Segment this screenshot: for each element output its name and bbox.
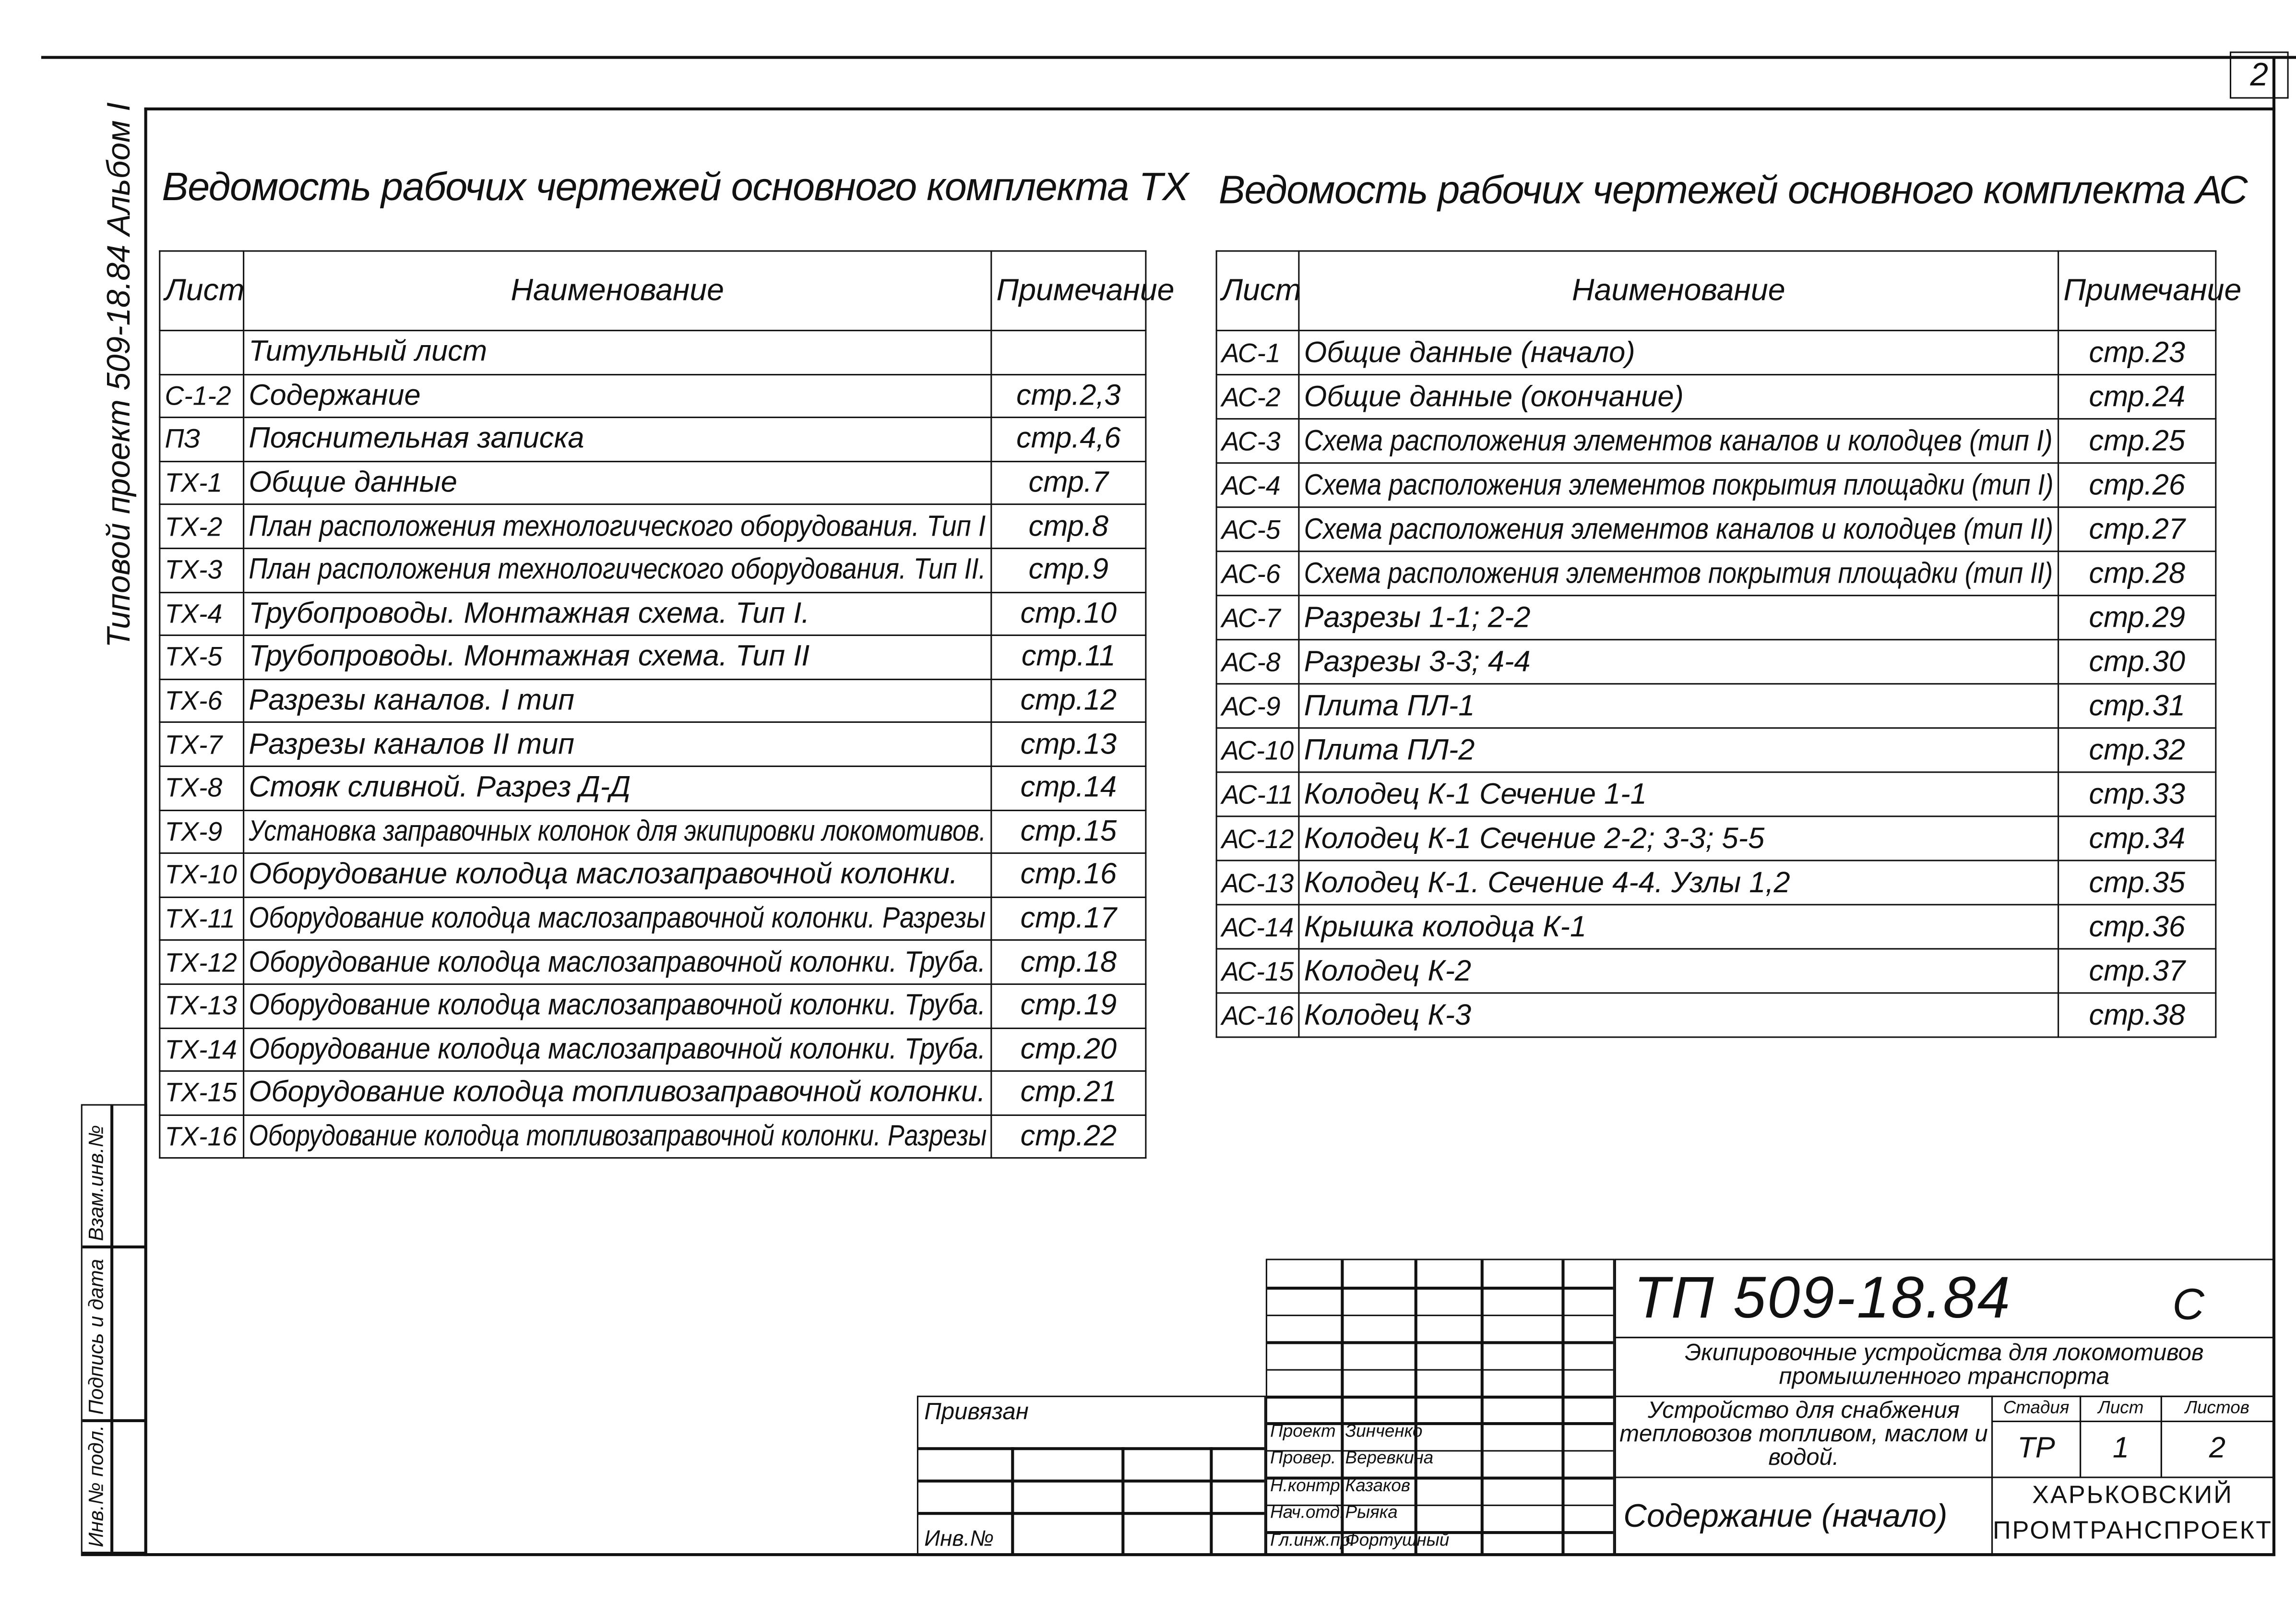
cell-text: Разрезы каналов. I тип	[249, 684, 575, 717]
cell-text: Оборудование колодца маслозаправочной колонки. Разрезы	[249, 902, 986, 935]
sheet-code	[160, 679, 244, 723]
cell-text: ТХ-10	[165, 860, 237, 890]
sheet-code	[1216, 640, 1299, 684]
staff-name: Зинченко	[1345, 1420, 1423, 1441]
cell-text: стр.34	[2089, 822, 2185, 855]
cell-text: АС-4	[1221, 470, 1281, 500]
sheet-name	[244, 766, 991, 810]
cell-text: ТХ-14	[165, 1034, 237, 1065]
table-row	[1216, 905, 2216, 949]
cell-text: Стояк сливной. Разрез Д-Д	[249, 771, 631, 804]
sheet-note	[2058, 375, 2216, 419]
table-row	[160, 418, 1146, 461]
sheet-name	[244, 679, 991, 723]
staff-role: Провер.	[1270, 1448, 1336, 1469]
sheet-note	[2058, 419, 2216, 463]
sheet-code	[160, 897, 244, 941]
ac-register-table	[1216, 250, 2242, 1038]
sheet-code	[160, 592, 244, 635]
table-row	[160, 1028, 1146, 1071]
cell-text: Схема расположения элементов каналов и колодцев (тип II)	[1304, 513, 2054, 546]
cell-text: стр.37	[2089, 955, 2185, 987]
cell-text: Оборудование колодца маслозаправочной колонки. Труба.	[249, 1033, 986, 1066]
sheet-code	[160, 461, 244, 505]
sheet-note	[991, 331, 1146, 374]
cell-text: ТХ-15	[165, 1078, 237, 1108]
cell-text: Титульный лист	[249, 336, 488, 369]
cell-text: Крышка колодца К-1	[1304, 910, 1587, 943]
staff-role: Нач.отд.	[1270, 1502, 1345, 1523]
sheet-name	[1299, 949, 2058, 993]
project-title: Экипировочные устройства для локомотивов промышленного транспорта	[1615, 1337, 2274, 1397]
sheet-note	[2058, 507, 2216, 551]
sheet-code	[1216, 551, 1299, 596]
sheet-name	[1299, 861, 2058, 905]
sheet-name	[1299, 463, 2058, 507]
sheet-value: 1	[2080, 1421, 2162, 1478]
sheet-name	[244, 461, 991, 505]
cell-text: Общие данные (начало)	[1304, 336, 1635, 369]
cell-text: Оборудование колодца маслозаправочной колонки. Труба.	[249, 946, 986, 979]
sheet-name	[244, 635, 991, 679]
cell-text: Плита ПЛ-1	[1304, 690, 1475, 722]
cell-text: стр.10	[1020, 597, 1117, 630]
cell-text: Установка заправочных колонок для экипировки локомотивов.	[249, 815, 986, 848]
cell-text: ТХ-16	[165, 1122, 237, 1151]
cell-text: АС-10	[1221, 735, 1294, 765]
sheet-code	[160, 331, 244, 374]
organization: ХАРЬКОВСКИЙ ПРОМТРАНСПРОЕКТ	[1991, 1477, 2274, 1557]
drawing-code: ТП 509-18.84	[1633, 1266, 2012, 1331]
sheet-code	[160, 418, 244, 461]
cell-text: Разрезы каналов II тип	[249, 728, 575, 761]
table-row	[1216, 463, 2216, 507]
sheet-code	[160, 766, 244, 810]
table-row	[160, 766, 1146, 810]
cell-text: стр.33	[2089, 778, 2185, 811]
sheet-name	[244, 418, 991, 461]
cell-text: АС-14	[1221, 912, 1294, 942]
sheet-code	[1216, 728, 1299, 772]
page-number: 2	[2230, 51, 2289, 98]
cell-text: стр.21	[1020, 1077, 1117, 1109]
sheet-code	[160, 505, 244, 549]
cell-text: АС-9	[1221, 691, 1281, 721]
cell-text: ТХ-4	[165, 599, 223, 629]
side-label: Типовой проект 509-18.84 Альбом I	[100, 102, 137, 648]
sheet-code	[160, 723, 244, 767]
table-row	[1216, 507, 2216, 551]
privyazan-label: Привязан	[924, 1400, 1029, 1425]
cell-text: стр.25	[2089, 424, 2185, 457]
sheet-name	[1299, 331, 2058, 375]
table-row	[160, 984, 1146, 1028]
cell-text: стр.36	[2089, 910, 2185, 943]
sheet-name	[1299, 905, 2058, 949]
sheet-note	[991, 984, 1146, 1028]
cell-text: стр.26	[2089, 468, 2185, 502]
staff-role: Гл.инж.пр.	[1270, 1529, 1355, 1550]
sheet-note	[991, 723, 1146, 767]
sheet-note	[991, 940, 1146, 984]
frame-top	[144, 108, 2275, 110]
sheet-name	[244, 505, 991, 549]
table-row	[160, 723, 1146, 767]
staff-role: Н.контр.	[1270, 1474, 1345, 1496]
stamp-podpis-data: Подпись и дата	[83, 1258, 107, 1415]
cell-text: Оборудование колодца маслозаправочной колонки. Труба.	[249, 989, 986, 1022]
cell-text: АС-16	[1221, 1000, 1294, 1030]
cell-text: АС-15	[1221, 956, 1294, 986]
sheet-code	[160, 940, 244, 984]
sheet-name	[244, 1071, 991, 1115]
table-row	[160, 592, 1146, 635]
sheet-code	[1216, 507, 1299, 551]
table-row	[160, 853, 1146, 897]
sheet-code	[160, 1115, 244, 1159]
cell-text: ТХ-7	[165, 730, 223, 759]
cell-text: Колодец К-1. Сечение 4-4. Узлы 1,2	[1304, 866, 1790, 899]
sheet-name	[1299, 375, 2058, 419]
cell-text: Плита ПЛ-2	[1304, 734, 1475, 767]
sheet-note	[991, 1115, 1146, 1159]
top-trim-line	[41, 56, 2296, 59]
sheet-name	[244, 723, 991, 767]
sheet-name	[244, 810, 991, 853]
table-row	[1216, 993, 2216, 1037]
sheet-name	[244, 374, 991, 418]
cell-text: стр.9	[1028, 554, 1109, 587]
sheet-note	[2058, 728, 2216, 772]
cell-text: стр.19	[1020, 989, 1117, 1022]
cell-text: стр.7	[1028, 467, 1109, 500]
sheet-note	[991, 853, 1146, 897]
stamp-inv-podl: Инв.№ подл.	[83, 1425, 107, 1547]
cell-text: стр.20	[1020, 1033, 1117, 1066]
table-row	[1216, 772, 2216, 816]
cell-text: ТХ-12	[165, 947, 237, 977]
sheet-code	[1216, 949, 1299, 993]
sheet-code	[1216, 463, 1299, 507]
cell-text: Общие данные	[249, 467, 457, 500]
header-name: Наименование	[244, 251, 991, 331]
sheet-name	[244, 984, 991, 1028]
sheet-code	[1216, 419, 1299, 463]
sheet-note	[991, 1028, 1146, 1071]
cell-text: ТХ-9	[165, 816, 223, 847]
cell-text: Колодец К-1 Сечение 2-2; 3-3; 5-5	[1304, 822, 1765, 855]
table-row	[160, 1071, 1146, 1115]
cell-text: стр.11	[1021, 641, 1116, 674]
table-row	[1216, 861, 2216, 905]
cell-text: Разрезы 3-3; 4-4	[1304, 646, 1531, 678]
sheet-code	[1216, 684, 1299, 728]
sheet-name	[1299, 816, 2058, 861]
sheet-note	[2058, 861, 2216, 905]
cell-text: ТХ-11	[165, 904, 235, 934]
sheet-note	[991, 505, 1146, 549]
cell-text: стр.12	[1020, 684, 1117, 717]
stage-label: Стадия	[1991, 1396, 2081, 1422]
cell-text: стр.22	[1020, 1120, 1117, 1153]
table-row	[1216, 684, 2216, 728]
sheet-code	[160, 635, 244, 679]
table-row	[160, 374, 1146, 418]
cell-text: С-1-2	[165, 381, 231, 411]
sheet-name	[244, 1115, 991, 1159]
table-row	[160, 635, 1146, 679]
cell-text: Схема расположения элементов покрытия площадки (тип II)	[1304, 557, 2053, 590]
cell-text: Схема расположения элементов каналов и колодцев (тип I)	[1304, 424, 2053, 457]
sheet-note	[991, 374, 1146, 418]
table-row	[160, 548, 1146, 592]
sheet-code	[1216, 861, 1299, 905]
header-note: Примечание	[2058, 251, 2216, 331]
cell-text: ТХ-13	[165, 991, 237, 1021]
cell-text: стр.32	[2089, 734, 2185, 767]
sheet-name	[1299, 596, 2058, 640]
sheet-note	[2058, 993, 2216, 1037]
privyazan-block	[917, 1396, 1266, 1556]
cell-text: стр.2,3	[1016, 380, 1121, 412]
cell-text: ТХ-2	[165, 512, 223, 541]
cell-text: ТХ-6	[165, 686, 223, 716]
cell-text: ТХ-5	[165, 642, 223, 672]
sheet-code	[160, 810, 244, 853]
header-name: Наименование	[1299, 251, 2058, 331]
sheet-code	[1216, 596, 1299, 640]
cell-text: Схема расположения элементов покрытия площадки (тип I)	[1304, 468, 2054, 502]
cell-text: стр.13	[1020, 728, 1117, 761]
cell-text: стр.35	[2089, 866, 2185, 899]
cell-text: Общие данные (окончание)	[1304, 380, 1684, 413]
sheet-note	[991, 766, 1146, 810]
sheet-label: Лист	[2080, 1396, 2162, 1422]
cell-text: АС-1	[1221, 337, 1281, 368]
sheet-code	[1216, 816, 1299, 861]
tx-register-table	[159, 250, 1175, 1159]
sheet-note	[991, 1071, 1146, 1115]
table-row	[1216, 728, 2216, 772]
table-row	[1216, 816, 2216, 861]
tx-register-title: Ведомость рабочих чертежей основного комплекта ТХ	[162, 165, 1189, 209]
sheet-note	[2058, 551, 2216, 596]
sheet-code	[1216, 772, 1299, 816]
cell-text: АС-12	[1221, 824, 1294, 853]
cell-text: АС-7	[1221, 603, 1281, 633]
cell-text: стр.15	[1020, 815, 1117, 848]
sheet-code	[160, 984, 244, 1028]
sheet-note	[991, 635, 1146, 679]
sheet-note	[2058, 684, 2216, 728]
cell-text: стр.18	[1020, 946, 1117, 979]
cell-text: АС-3	[1221, 426, 1281, 456]
sheet-name	[244, 897, 991, 941]
table-row	[1216, 331, 2216, 375]
cell-text: АС-13	[1221, 868, 1294, 898]
staff-name: Фортушный	[1345, 1529, 1450, 1550]
table-row	[160, 461, 1146, 505]
sheets-label: Листов	[2161, 1396, 2274, 1422]
sheets-value: 2	[2161, 1421, 2274, 1478]
header-sheet: Лист	[160, 251, 244, 331]
cell-text: ТХ-8	[165, 773, 223, 803]
cell-text: Колодец К-2	[1304, 955, 1472, 987]
sheet-code	[160, 853, 244, 897]
sheet-note	[991, 418, 1146, 461]
sheet-code	[160, 548, 244, 592]
cell-text: стр.8	[1028, 510, 1109, 543]
cell-text: стр.27	[2089, 513, 2185, 546]
sheet-name	[244, 592, 991, 635]
cell-text: ТХ-1	[165, 468, 223, 498]
cell-text: АС-8	[1221, 647, 1281, 677]
cell-text: стр.17	[1020, 902, 1117, 935]
sheet-name	[1299, 419, 2058, 463]
table-row	[160, 1115, 1146, 1159]
sheet-note	[991, 548, 1146, 592]
staff-role: Проект	[1270, 1420, 1336, 1441]
cell-text: стр.29	[2089, 601, 2185, 634]
header-sheet: Лист	[1216, 251, 1299, 331]
table-row	[160, 505, 1146, 549]
sheet-note	[2058, 949, 2216, 993]
staff-name: Веревкина	[1345, 1448, 1434, 1469]
table-row	[1216, 949, 2216, 993]
sheet-note	[991, 897, 1146, 941]
table-row	[1216, 551, 2216, 596]
header-note: Примечание	[991, 251, 1146, 331]
cell-text: стр.38	[2089, 999, 2185, 1031]
sheet-name	[244, 548, 991, 592]
cell-text: стр.24	[2089, 380, 2185, 413]
sheet-note	[991, 592, 1146, 635]
sheet-note	[2058, 640, 2216, 684]
inv-no-label: Инв.№	[924, 1526, 994, 1552]
table-row	[160, 679, 1146, 723]
cell-text: План расположения технологического оборудования. Тип I	[249, 510, 986, 543]
sheet-name	[1299, 772, 2058, 816]
ac-register-title: Ведомость рабочих чертежей основного комплекта АС	[1218, 168, 2247, 212]
cell-text: Пояснительная записка	[249, 423, 584, 456]
sheet-name	[1299, 993, 2058, 1037]
margin-stamps	[81, 1104, 147, 1553]
sheet-name	[1299, 640, 2058, 684]
table-row	[160, 897, 1146, 941]
sheet-note	[2058, 331, 2216, 375]
sheet-name	[1299, 728, 2058, 772]
sheet-title: Содержание (начало)	[1615, 1477, 1993, 1557]
sheet-code	[1216, 375, 1299, 419]
cell-text: Трубопроводы. Монтажная схема. Тип II	[249, 641, 810, 674]
cell-text: АС-11	[1221, 779, 1294, 809]
cell-text: стр.28	[2089, 557, 2185, 590]
cell-text: АС-2	[1221, 382, 1281, 412]
staff-name: Рыяка	[1345, 1502, 1398, 1523]
sheet-code	[160, 374, 244, 418]
stage-value: ТР	[1991, 1421, 2081, 1478]
cell-text: ПЗ	[165, 424, 201, 455]
table-row	[1216, 419, 2216, 463]
sheet-note	[2058, 772, 2216, 816]
cell-text: стр.14	[1020, 771, 1117, 804]
sheet-note	[2058, 463, 2216, 507]
cell-text: Разрезы 1-1; 2-2	[1304, 601, 1531, 634]
cell-text: Оборудование колодца топливозаправочной колонки. Разрезы	[249, 1120, 987, 1153]
cell-text: АС-6	[1221, 559, 1281, 588]
sheet-code	[1216, 331, 1299, 375]
cell-text: стр.16	[1020, 859, 1117, 892]
cell-text: Колодец К-3	[1304, 999, 1472, 1031]
cell-text: Оборудование колодца топливозаправочной колонки.	[249, 1077, 986, 1109]
cell-text: Колодец К-1 Сечение 1-1	[1304, 778, 1647, 811]
sheet-name	[1299, 684, 2058, 728]
table-row	[1216, 640, 2216, 684]
cell-text: стр.23	[2089, 336, 2185, 369]
cell-text: стр.30	[2089, 646, 2185, 678]
table-row	[1216, 596, 2216, 640]
sheet-name	[244, 853, 991, 897]
sheet-note	[2058, 596, 2216, 640]
stamp-vzam-inv: Взам.инв.№	[83, 1125, 107, 1241]
sheet-name	[244, 940, 991, 984]
sheet-note	[991, 679, 1146, 723]
cell-text: Оборудование колодца маслозаправочной колонки.	[249, 859, 958, 892]
sheet-name	[1299, 507, 2058, 551]
drawing-letter: С	[2172, 1281, 2204, 1330]
table-row	[1216, 375, 2216, 419]
cell-text: стр.31	[2089, 690, 2185, 722]
sheet-note	[991, 810, 1146, 853]
cell-text: Трубопроводы. Монтажная схема. Тип I.	[249, 597, 810, 630]
code-cell	[1615, 1259, 2274, 1339]
table-row	[160, 810, 1146, 853]
table-row	[160, 331, 1146, 374]
cell-text: План расположения технологического оборудования. Тип II.	[249, 554, 986, 587]
cell-text: Содержание	[249, 380, 421, 412]
sheet-code	[1216, 905, 1299, 949]
cell-text: АС-5	[1221, 515, 1281, 544]
sheet-name	[244, 331, 991, 374]
sheet-note	[991, 461, 1146, 505]
sheet-name	[1299, 551, 2058, 596]
sheet-code	[160, 1071, 244, 1115]
object-title: Устройство для снабжения тепловозов топливом, маслом и водой.	[1615, 1396, 1993, 1478]
revision-grid	[1266, 1259, 1615, 1557]
sheet-name	[244, 1028, 991, 1071]
cell-text: ТХ-3	[165, 555, 223, 585]
sheet-code	[1216, 993, 1299, 1037]
sheet-code	[160, 1028, 244, 1071]
sheet-note	[2058, 905, 2216, 949]
staff-name: Казаков	[1345, 1474, 1411, 1496]
sheet-note	[2058, 816, 2216, 861]
cell-text: стр.4,6	[1016, 423, 1121, 456]
table-row	[160, 940, 1146, 984]
